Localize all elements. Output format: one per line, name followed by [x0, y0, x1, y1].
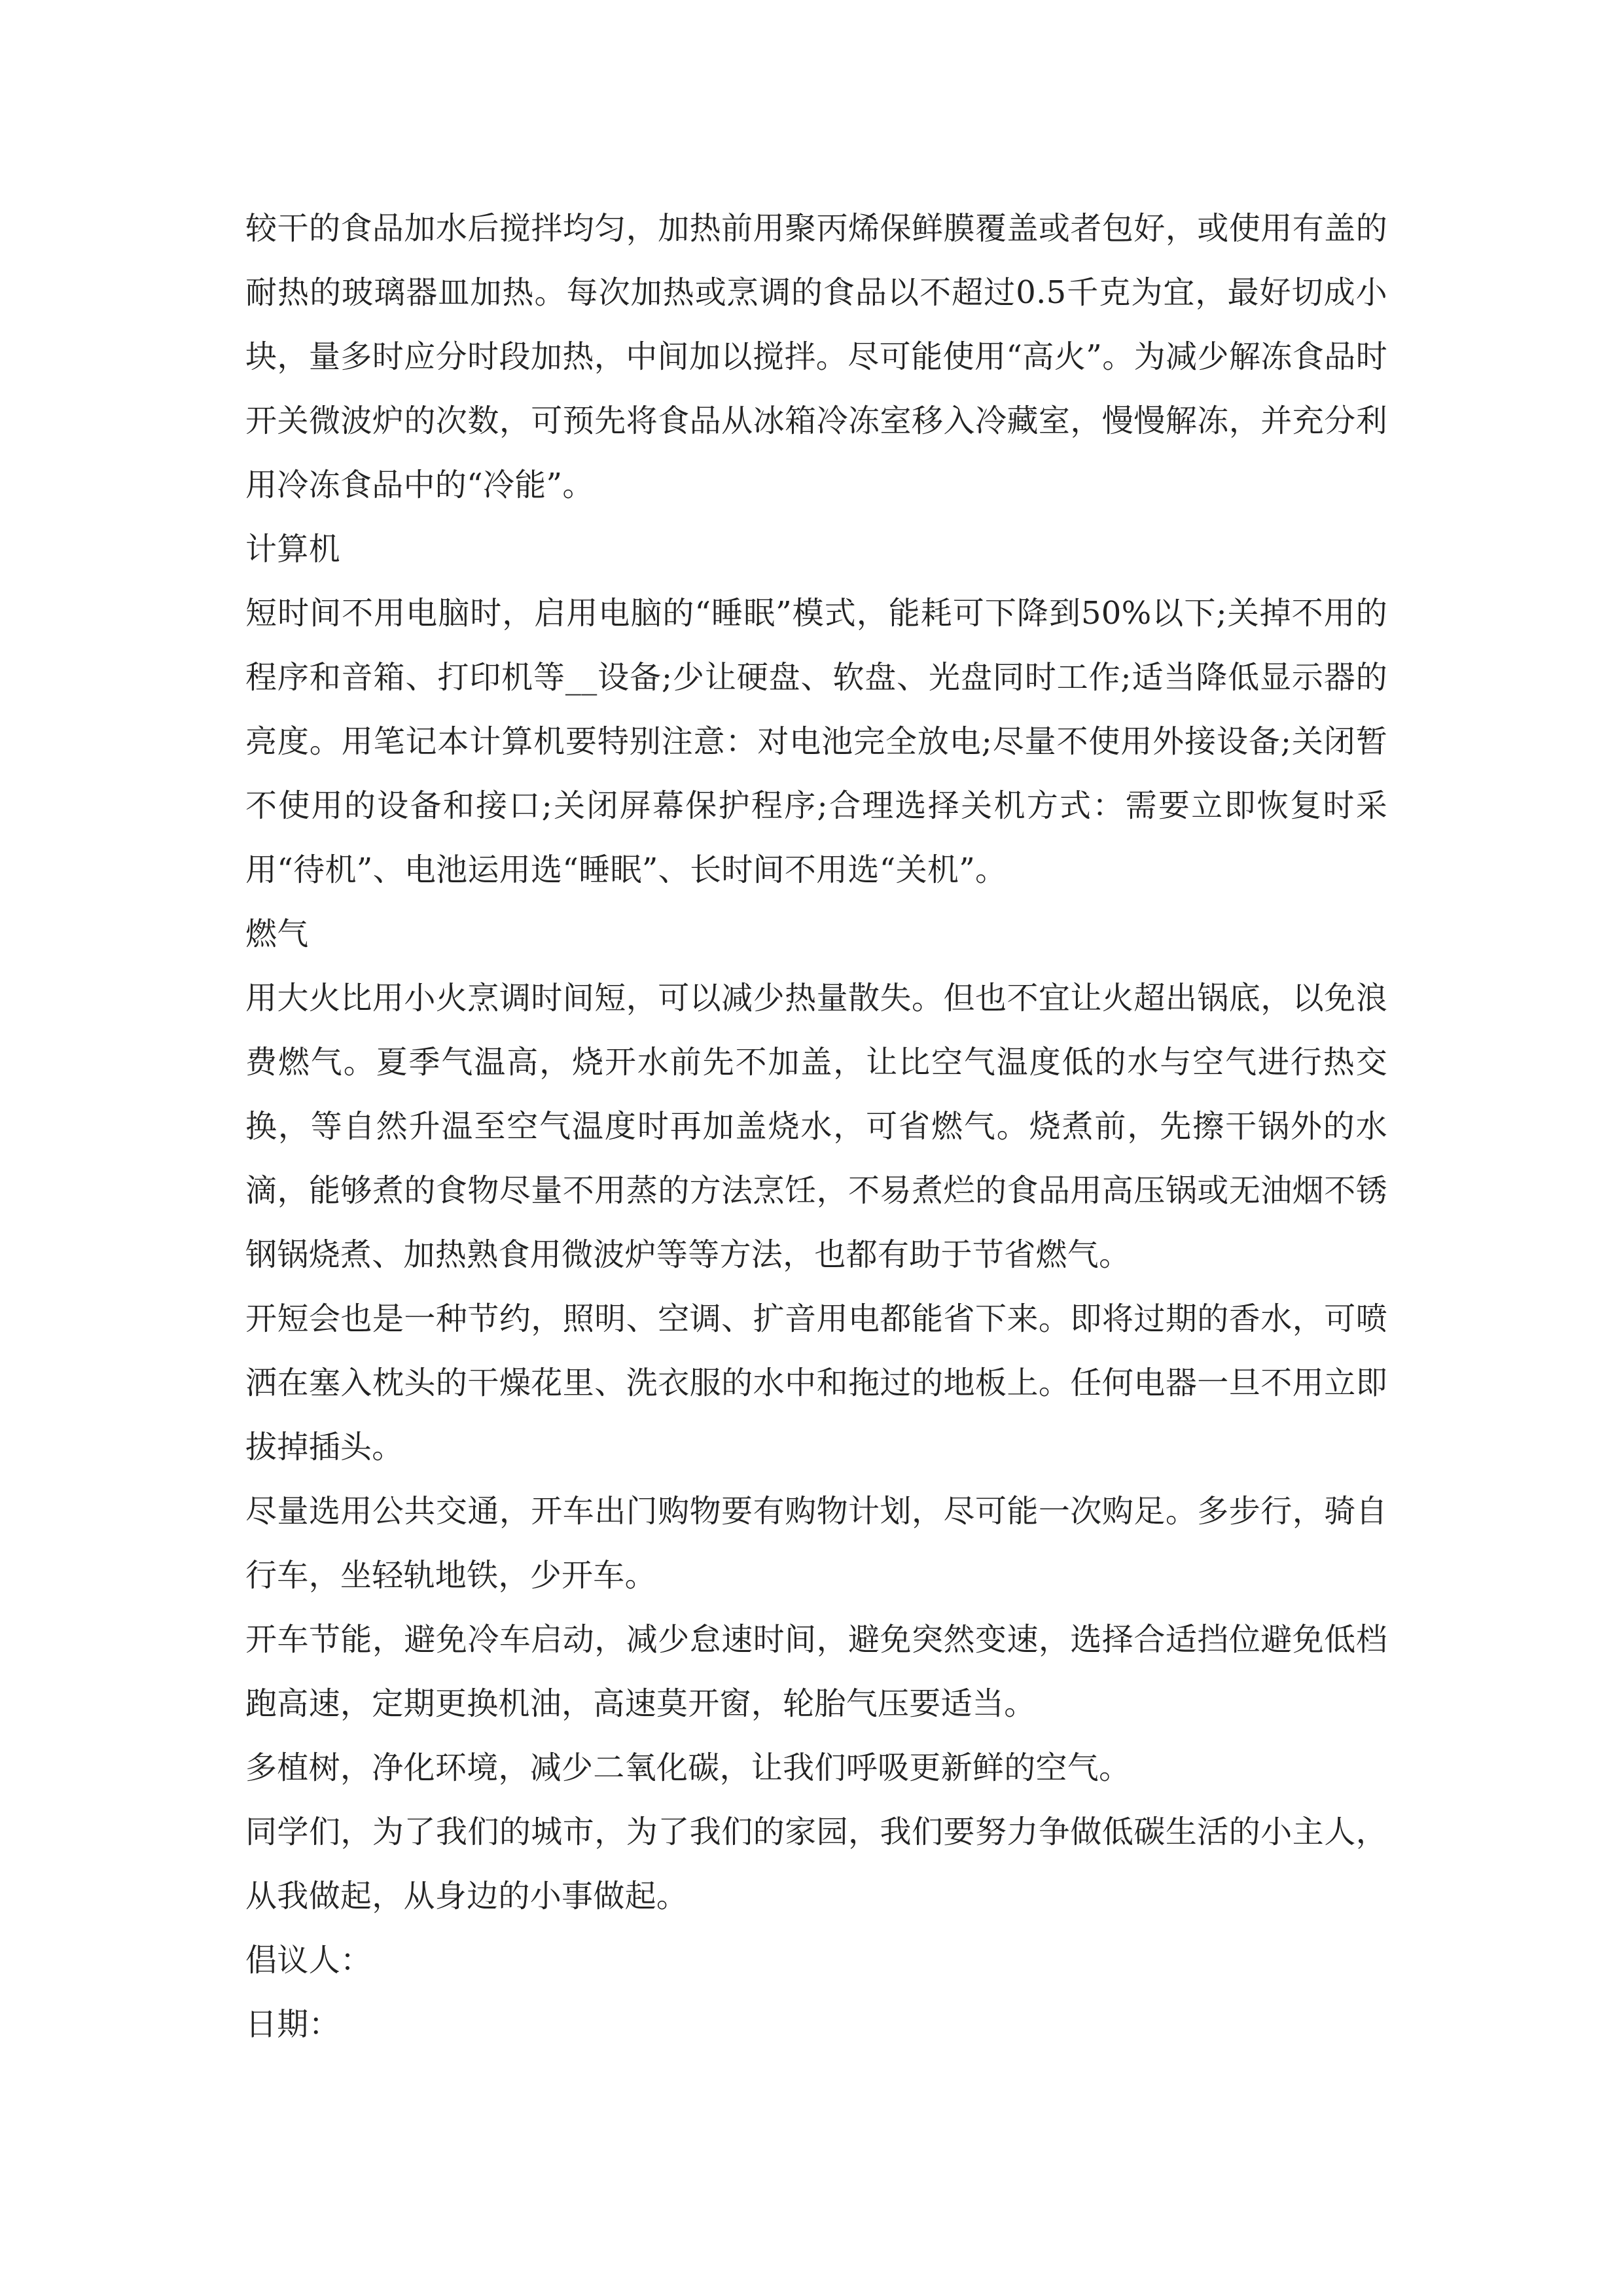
paragraph-computer-tips: 短时间不用电脑时，启用电脑的“睡眠”模式，能耗可下降到50%以下;关掉不用的程序和音箱、打印机等__设备;少让硬盘、软盘、光盘同时工作;适当降低显示器的亮度。用笔记本计算机要特别注意：对电池完全放电;尽量不使用外接设备;关闭暂不使用的设备和接口;关闭屏幕保护程序;合理选择关机方式：需要立即恢复时采用“待机”、电池运用选“睡眠”、长时间不用选“关机”。 — [245, 595, 1387, 888]
paragraph-call-to-action: 同学们，为了我们的城市，为了我们的家园，我们要努力争做低碳生活的小主人，从我做起，从身边的小事做起。 — [245, 1814, 1387, 1914]
heading-computer: 计算机 — [245, 531, 340, 567]
date-label: 日期： — [245, 2006, 340, 2043]
paragraph-short-meetings: 开短会也是一种节约，照明、空调、扩音用电都能省下来。即将过期的香水，可喷洒在塞入枕头的干燥花里、洗衣服的水中和拖过的地板上。任何电器一旦不用立即拔掉插头。 — [245, 1300, 1387, 1465]
initiator-label: 倡议人： — [245, 1942, 372, 1979]
paragraph-driving-tips: 开车节能，避免冷车启动，减少怠速时间，避免突然变速，选择合适挡位避免低档跑高速，定期更换机油，高速莫开窗，轮胎气压要适当。 — [245, 1621, 1387, 1722]
document-body — [245, 196, 1387, 2056]
heading-gas: 燃气 — [245, 916, 309, 952]
paragraph-gas-tips: 用大火比用小火烹调时间短，可以减少热量散失。但也不宜让火超出锅底，以免浪费燃气。夏季气温高，烧开水前先不加盖，让比空气温度低的水与空气进行热交换，等自然升温至空气温度时再加盖烧水，可省燃气。烧煮前，先擦干锅外的水滴，能够煮的食物尽量不用蒸的方法烹饪，不易煮烂的食品用高压锅或无油烟不锈钢锅烧煮、加热熟食用微波炉等等方法，也都有助于节省燃气。 — [245, 980, 1387, 1273]
paragraph-plant-trees: 多植树，净化环境，减少二氧化碳，让我们呼吸更新鲜的空气。 — [245, 1749, 1131, 1786]
paragraph-public-transport: 尽量选用公共交通，开车出门购物要有购物计划，尽可能一次购足。多步行，骑自行车，坐轻轨地铁，少开车。 — [245, 1493, 1387, 1594]
paragraph-microwave-tips: 较干的食品加水后搅拌均匀，加热前用聚丙烯保鲜膜覆盖或者包好，或使用有盖的耐热的玻璃器皿加热。每次加热或烹调的食品以不超过0.5千克为宜，最好切成小块，量多时应分时段加热，中间加以搅拌。尽可能使用“高火”。为减少解冻食品时开关微波炉的次数，可预先将食品从冰箱冷冻室移入冷藏室，慢慢解冻，并充分利用冷冻食品中的“冷能”。 — [245, 210, 1387, 503]
